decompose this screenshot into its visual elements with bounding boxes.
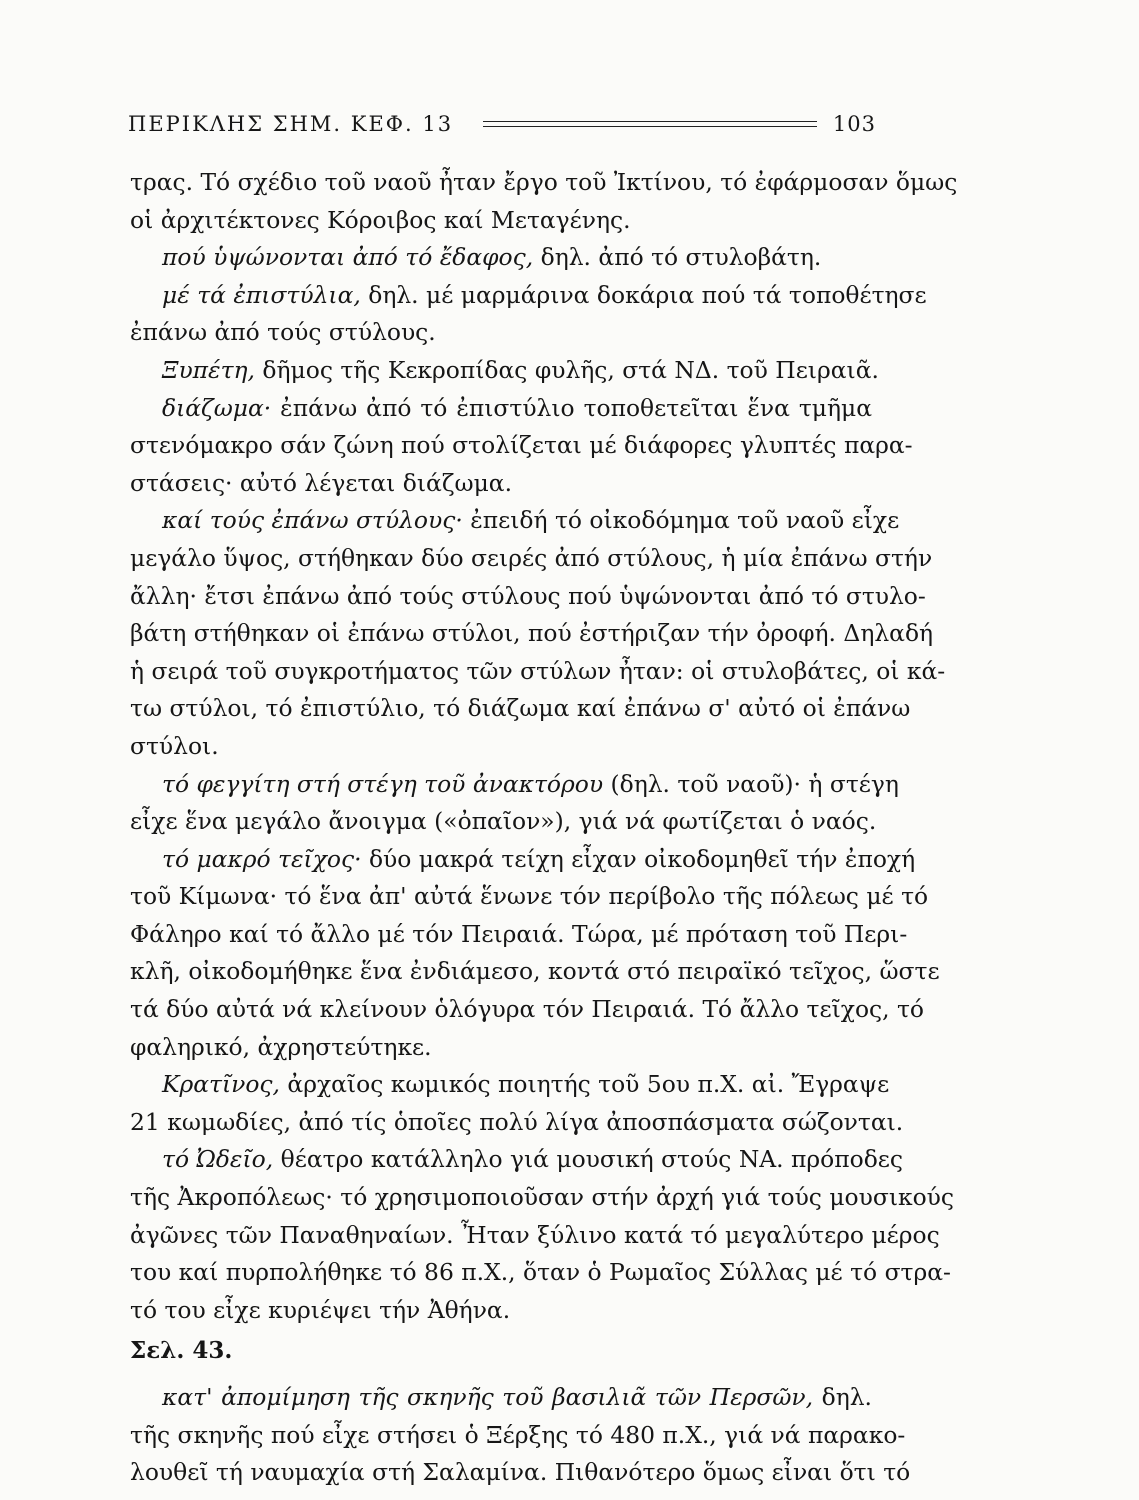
- text-line: [130, 164, 958, 202]
- lemma: καί τούς ἐπάνω στύλους·: [162, 506, 463, 535]
- line-text: ἐπάνω ἀπό τό ἐπιστύλιο τοποθετεῖται ἕνα τμῆμα: [271, 393, 872, 422]
- line-text: Φάληρο καί τό ἄλλο μέ τόν Πειραιά. Τώρα, μέ πρόταση τοῦ Περι-: [130, 919, 908, 948]
- lemma: τό μακρό τεῖχος·: [162, 844, 362, 873]
- lemma: διάζωμα·: [162, 393, 272, 422]
- text-line: [130, 1029, 872, 1067]
- line-text: δύο μακρά τείχη εἶχαν οἰκοδομηθεῖ τήν ἐποχή: [361, 844, 916, 873]
- line-text: κλῆ, οἰκοδομήθηκε ἕνα ἐνδιάμεσο, κοντά στό πειραϊκό τεῖχος, ὥστε: [130, 957, 940, 986]
- text-line: [130, 578, 926, 616]
- text-line: [130, 1141, 904, 1179]
- line-text: δηλ.: [813, 1383, 872, 1411]
- text-line: [130, 803, 877, 841]
- line-text: τό του εἶχε κυριέψει τήν Ἀθήνα.: [130, 1295, 511, 1324]
- running-title: ΠΕΡΙΚΛΗΣ ΣΗΜ. ΚΕΦ. 13: [128, 112, 454, 136]
- text-line: [130, 427, 913, 465]
- notes-block-2: [130, 1379, 911, 1492]
- notes-block-1: [130, 164, 958, 1329]
- text-line: [130, 314, 872, 352]
- line-text: ἀρχαῖος κωμικός ποιητής τοῦ 5ου π.Χ. αἰ. Ἔγραψε: [279, 1070, 890, 1099]
- notes-body: [130, 164, 958, 1492]
- text-line: [130, 1292, 872, 1330]
- lemma: πού ὑψώνονται ἀπό τό ἔδαφος,: [162, 243, 534, 272]
- line-text: δηλ. ἀπό τό στυλοβάτη.: [533, 243, 822, 272]
- text-line: [130, 1104, 904, 1142]
- text-line: [130, 878, 929, 916]
- lemma: μέ τά ἐπιστύλια,: [162, 280, 361, 309]
- text-line: [130, 239, 872, 277]
- line-text: τοῦ Κίμωνα· τό ἕνα ἀπ' αὐτά ἕνωνε τόν περίβολο τῆς πόλεως μέ τό: [130, 882, 929, 911]
- text-line: [130, 690, 911, 728]
- lemma: κατ' ἀπομίμηση τῆς σκηνῆς τοῦ βασιλιᾶ τῶν Περσῶν,: [162, 1383, 814, 1411]
- text-line: [130, 1217, 940, 1255]
- line-text: στενόμακρο σάν ζώνη πού στολίζεται μέ διάφορες γλυπτές παρα-: [130, 431, 913, 460]
- text-line: [130, 1417, 906, 1455]
- line-text: φαληρικό, ἀχρηστεύτηκε.: [130, 1032, 432, 1061]
- line-text: οἱ ἀρχιτέκτονες Κόροιβος καί Μεταγένης.: [130, 205, 631, 234]
- page-number: 103: [832, 112, 876, 136]
- text-line: [130, 766, 899, 804]
- text-line: [130, 465, 872, 503]
- text-line: [130, 615, 934, 653]
- lemma: Ξυπέτη,: [162, 355, 255, 384]
- line-text: ἐπάνω ἀπό τούς στύλους.: [130, 318, 436, 347]
- text-line: [130, 916, 908, 954]
- text-line: [130, 540, 933, 578]
- header-rule: [483, 121, 817, 127]
- line-text: δηλ. μέ μαρμάρινα δοκάρια πού τά τοποθέτησε: [360, 280, 927, 309]
- text-line: [130, 277, 927, 315]
- line-text: δῆμος τῆς Κεκροπίδας φυλῆς, στά ΝΔ. τοῦ Πειραιᾶ.: [255, 355, 879, 384]
- line-text: 21 κωμωδίες, ἀπό τίς ὁποῖες πολύ λίγα ἀποσπάσματα σώζονται.: [130, 1107, 904, 1136]
- line-text: τρας. Τό σχέδιο τοῦ ναοῦ ἦταν ἔργο τοῦ Ἰκτίνου, τό ἐφάρμοσαν ὅμως: [130, 168, 958, 196]
- line-text: μεγάλο ὕψος, στήθηκαν δύο σειρές ἀπό στύλους, ἡ μία ἐπάνω στήν: [130, 543, 933, 572]
- line-text: ἀγῶνες τῶν Παναθηναίων. Ἦταν ξύλινο κατά τό μεγαλύτερο μέρος: [130, 1220, 940, 1249]
- line-text: του καί πυρπολήθηκε τό 86 π.Χ., ὅταν ὁ Ρωμαῖος Σύλλας μέ τό στρα-: [130, 1258, 951, 1287]
- lemma: τό φεγγίτη στή στέγη τοῦ ἀνακτόρου: [162, 769, 604, 798]
- running-header: [128, 112, 876, 136]
- section-heading: Σελ. 43.: [130, 1337, 233, 1365]
- line-text: στύλοι.: [130, 731, 219, 760]
- text-line: [130, 728, 872, 766]
- line-text: ἡ σειρά τοῦ συγκροτήματος τῶν στύλων ἦταν: οἱ στυλοβάτες, οἱ κά-: [130, 656, 946, 685]
- text-line: [130, 352, 879, 390]
- text-line: [130, 1454, 911, 1492]
- text-line: [130, 653, 946, 691]
- text-line: [130, 202, 872, 240]
- line-text: εἶχε ἕνα μεγάλο ἄνοιγμα («ὀπαῖον»), γιά νά φωτίζεται ὁ ναός.: [130, 807, 877, 836]
- line-text: βάτη στήθηκαν οἱ ἐπάνω στύλοι, πού ἐστήριζαν τήν ὀροφή. Δηλαδή: [130, 619, 934, 648]
- lemma: τό Ὠδεῖο,: [162, 1145, 274, 1174]
- line-text: τῆς Ἀκροπόλεως· τό χρησιμοποιοῦσαν στήν ἀρχή γιά τούς μουσικούς: [130, 1183, 955, 1212]
- text-line: [130, 1379, 872, 1417]
- line-text: ἐπειδή τό οἰκοδόμημα τοῦ ναοῦ εἶχε: [462, 506, 900, 535]
- text-line: [130, 390, 872, 428]
- line-text: (δηλ. τοῦ ναοῦ)· ἡ στέγη: [603, 769, 899, 798]
- text-line: [130, 1254, 951, 1292]
- line-text: τά δύο αὐτά νά κλείνουν ὁλόγυρα τόν Πειραιά. Τό ἄλλο τεῖχος, τό: [130, 995, 925, 1024]
- text-line: [130, 1066, 890, 1104]
- line-text: ἄλλη· ἔτσι ἐπάνω ἀπό τούς στύλους πού ὑψώνονται ἀπό τό στυλο-: [130, 581, 926, 610]
- line-text: στάσεις· αὐτό λέγεται διάζωμα.: [130, 468, 513, 497]
- line-text: τω στύλοι, τό ἐπιστύλιο, τό διάζωμα καί ἐπάνω σ' αὐτό οἱ ἐπάνω: [130, 694, 911, 723]
- lemma: Κρατῖνος,: [162, 1070, 280, 1099]
- text-line: [130, 841, 916, 879]
- text-line: [130, 1179, 955, 1217]
- line-text: λουθεῖ τή ναυμαχία στή Σαλαμίνα. Πιθανότερο ὅμως εἶναι ὅτι τό: [130, 1458, 911, 1487]
- text-line: [130, 953, 940, 991]
- line-text: τῆς σκηνῆς πού εἶχε στήσει ὁ Ξέρξης τό 480 π.Χ., γιά νά παρακο-: [130, 1420, 906, 1449]
- text-line: [130, 502, 900, 540]
- line-text: θέατρο κατάλληλο γιά μουσική στούς ΝΑ. πρόποδες: [273, 1145, 904, 1174]
- text-line: [130, 991, 925, 1029]
